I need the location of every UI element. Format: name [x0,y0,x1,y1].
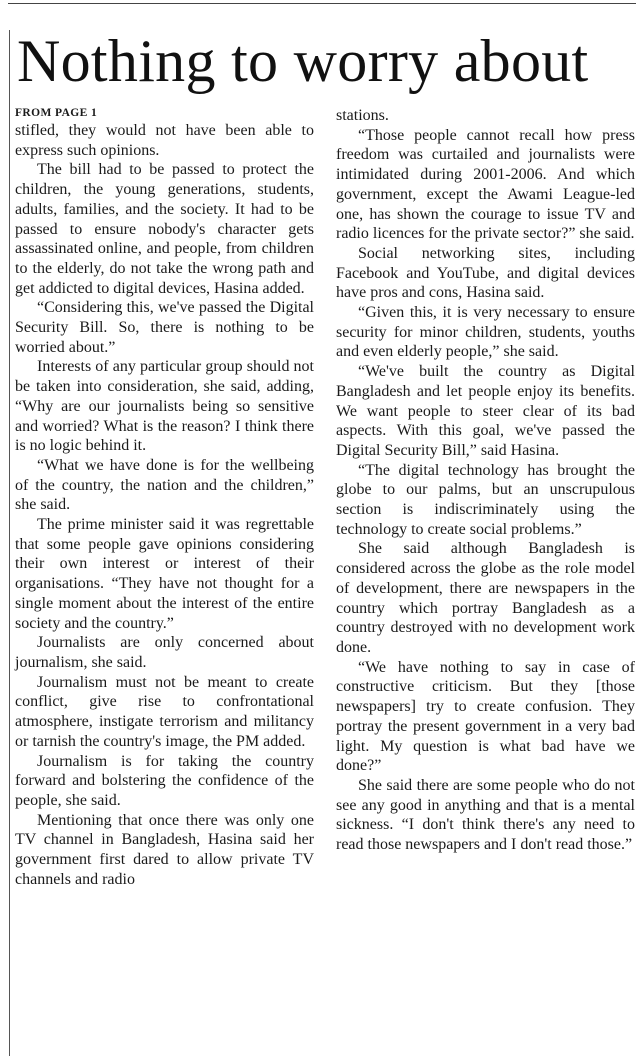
paragraph: The prime minister said it was regrettable that some people gave opinions considering their own interest or interest of their organisations. “They have not thought for a single moment about the interest of the entire society and the country.” [15,516,314,632]
paragraph: Social networking sites, including Facebook and YouTube, and digital devices have pros and cons, Hasina said. [336,244,635,302]
top-rule [8,0,636,4]
paragraph: Journalists are only concerned about journalism, she said. [15,634,314,671]
paragraph: She said although Bangladesh is considered across the globe as the role model of development, there are newspapers in the country which portray Bangladesh as a country destroyed with no development work done. [336,540,635,656]
left-column-rule [9,30,10,1056]
paragraph: “We have nothing to say in case of constructive criticism. But they [those newspapers] try to create confusion. They portray the present government in a very bad light. My question is what bad have we done?” [336,658,635,775]
paragraph: stations. [336,107,389,124]
paragraph: “The digital technology has brought the globe to our palms, but an unscrupulous section is indiscriminately using the technology to create social problems.” [336,461,635,538]
paragraph: She said there are some people who do not see any good in anything and that is a mental sickness. “I don't think there's any need to read those newspapers and I don't read those.” [336,776,635,854]
right-column [336,106,635,855]
paragraph: “Given this, it is very necessary to ensure security for minor children, students, youths and even elderly people,” she said. [336,304,635,361]
paragraph: “Those people cannot recall how press freedom was curtailed and journalists were intimidated during 2001-2006. And which government, except the Awami League-led one, has shown the courage to issue TV and radio licences for the private sector?” she said. [336,126,635,243]
paragraph: “What we have done is for the wellbeing of the country, the nation and the children,” she said. [15,456,314,514]
paragraph: Mentioning that once there was only one TV channel in Bangladesh, Hasina said her government first dared to allow private TV channels and radio [15,811,314,888]
paragraph: “We've built the country as Digital Bangladesh and let people enjoy its benefits. We want people to steer clear of its bad aspects. With this goal, we've passed the Digital Security Bill,” said Hasina. [336,363,635,459]
paragraph: The bill had to be passed to protect the children, the young generations, students, adults, families, and the society. It had to be passed to ensure nobody's character gets assassinated online, and people, from children to the elderly, do not take the wrong path and get addicted to digital devices, Hasina added. [15,161,314,297]
paragraph: Journalism must not be meant to create conflict, give rise to confrontational atmosphere, instigate terrorism and militancy or tarnish the country's image, the PM added. [15,673,314,750]
kicker: FROM PAGE 1 [15,107,98,119]
paragraph: Interests of any particular group should not be taken into consideration, she said, adding, “Why are our journalists being so sensitive and worried? What is the reason? I think there is no logic behind it. [15,358,314,455]
paragraph: stifled, they would not have been able to express such opinions. [15,122,314,159]
paragraph: “Considering this, we've passed the Digital Security Bill. So, there is nothing to be worried about.” [15,299,314,356]
paragraph: Journalism is for taking the country forward and bolstering the confidence of the people, she said. [15,752,314,809]
headline: Nothing to worry about [17,28,589,94]
left-column [15,105,314,889]
